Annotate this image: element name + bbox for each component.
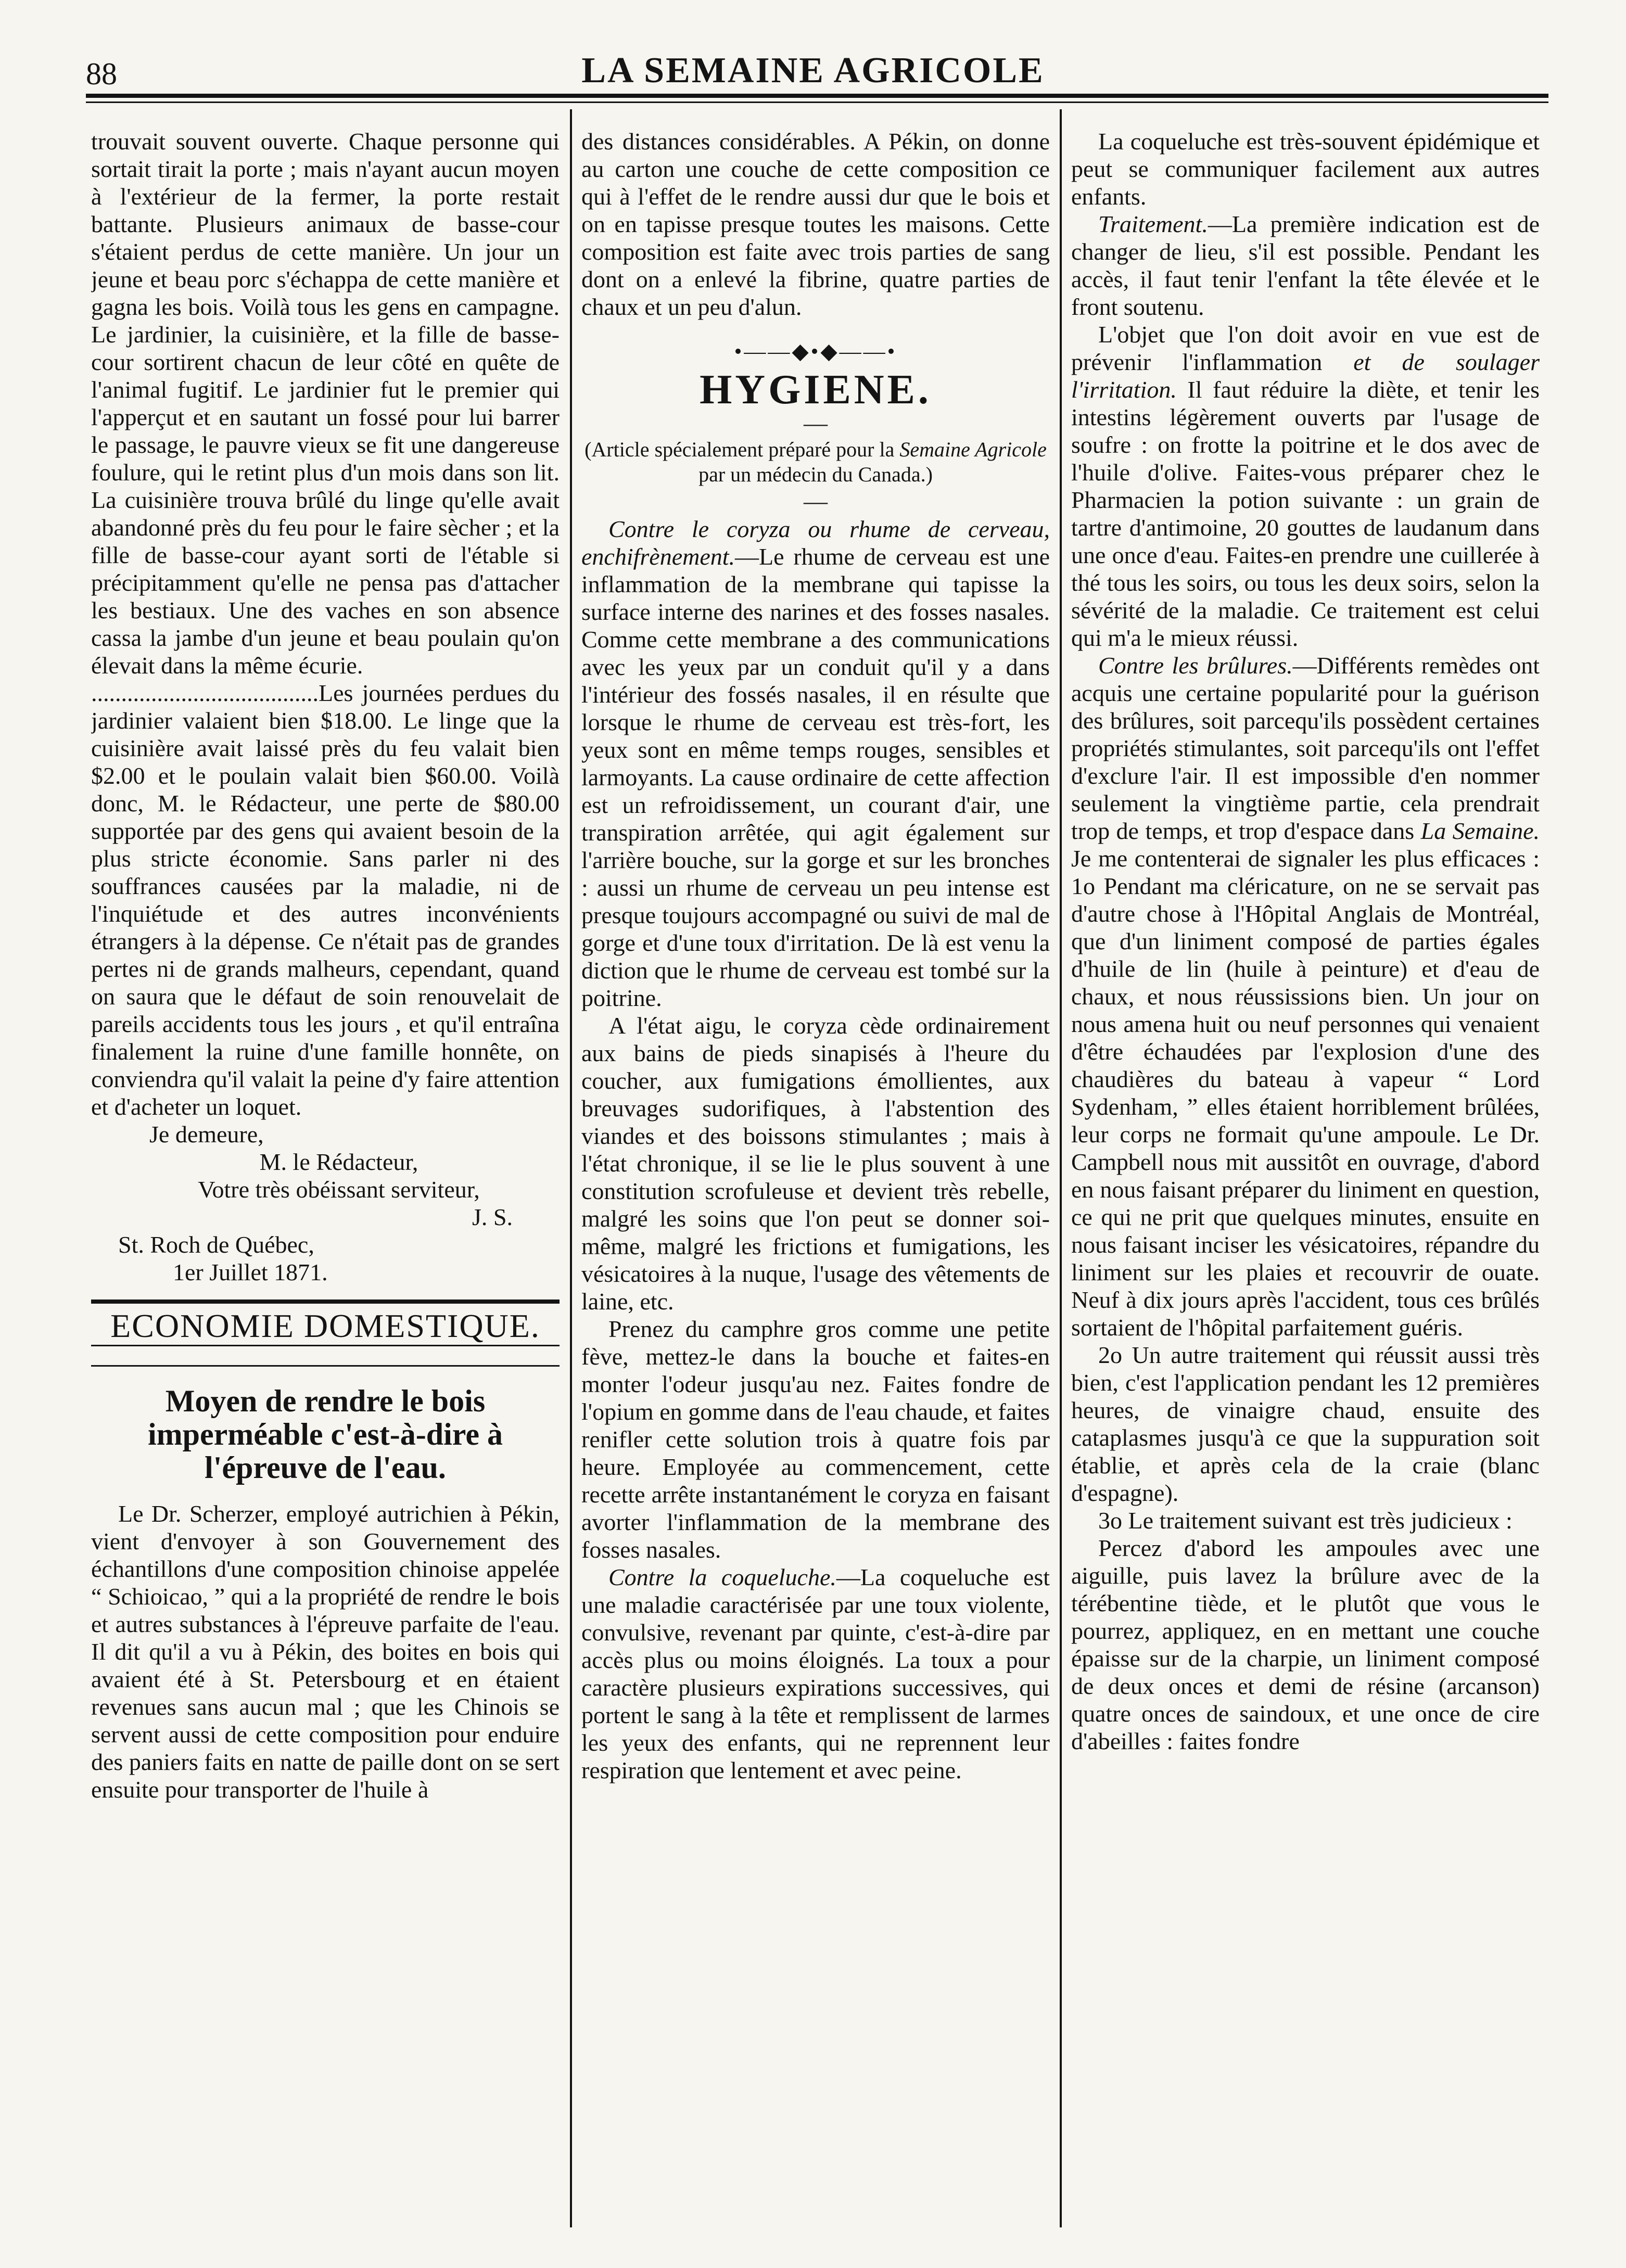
paragraph bbox=[1071, 210, 1540, 321]
paragraph-text: —Différents remèdes ont acquis une certaine popularité pour la guérison des brûlures, soit parcequ'ils possèdent certaines propriétés stimulantes, soit parcequ'ils ont l'effet d'exclure l'air. Il est impossible d'en nommer seulement la vingtième partie, cela prendrait trop de temps, et trop d'espace dans bbox=[1071, 652, 1540, 844]
paragraph bbox=[1071, 652, 1540, 1341]
paragraph: trouvait souvent ouverte. Chaque personne qui sortait tirait la porte ; mais n'ayant aucun moyen à l'extérieur de la fermer, la porte restait battante. Plusieurs animaux de basse-cour s'étaient perdus de cette manière. Un jour un jeune et beau porc s'échappa de cette manière et gagna les bois. Voilà tous les gens en campagne. Le jardinier, la cuisinière, et la fille de basse-cour sortirent chacun de leur côté en quête de l'animal fugitif. Le jardinier fut le premier qui l'apperçut et en sautant un fossé pour lui barrer le passage, le pauvre vieux se fit une dangereuse foulure, qui le retint plus d'un mois dans son lit. La cuisinière trouva brûlé du linge qu'elle avait abandonné près du feu pour le faire sècher ; et la fille de basse-cour ayant sorti de l'étable si précipitamment qu'elle ne pensa pas d'attacher les bestiaux. Une des vaches en son absence cassa la jambe d'un jeune et beau poulain qu'on élevait dans la même écurie. bbox=[91, 128, 560, 679]
dateline-place: St. Roch de Québec, bbox=[118, 1231, 314, 1258]
section-heading-economie: ECONOMIE DOMESTIQUE. bbox=[91, 1299, 560, 1346]
emphasis: La Semaine. bbox=[1420, 818, 1540, 844]
paragraph bbox=[581, 515, 1050, 1012]
subheading: Contre le coryza ou rhume de cerveau, enchifrènement. bbox=[581, 516, 1050, 570]
note-text: par un médecin du Canada.) bbox=[698, 463, 933, 486]
subheading: Contre les brûlures. bbox=[1098, 652, 1293, 679]
paragraph-text: Je me contenterai de signaler les plus efficaces : 1o Pendant ma cléricature, on ne se servait pas d'autre chose à l'Hôpital Anglais de Montréal, que d'un liniment composé de parties égales d'huile de lin (huile à peinture) et d'eau de chaux, et nous réussissions bien. Un jour on nous amena huit ou neuf personnes qui venaient d'être échaudées par l'explosion d'une des chaudières du bateau à vapeur “ Lord Sydenham, ” elles étaient horriblement brûlées, leur corps ne formait qu'une ampoule. Le Dr. Campbell nous mit aussitôt en ouvrage, d'abord en nous faisant préparer du liniment en question, ce qui ne prit que quelques minutes, ensuite en nous faisant inciser les vésicatoires, répandre du liniment sur les plaies et recouvrir de ouate. Neuf à dix jours après l'accident, tous ces brûlés sortaient de l'hôpital parfaitement guéris. bbox=[1071, 845, 1540, 1341]
paragraph bbox=[1071, 321, 1540, 652]
paragraph bbox=[581, 1563, 1050, 1784]
section-heading-hygiene: HYGIENE. bbox=[700, 367, 932, 413]
paragraph: A l'état aigu, le coryza cède ordinairement aux bains de pieds sinapisés à l'heure du coucher, aux fumigations émollientes, aux breuvages sudorifiques, à l'abstention des viandes et des boissons stimulantes ; mais à l'état chronique, il se lie le plus souvent à une constitution scrofuleuse et devient très rebelle, malgré les soins que l'on peut se donner soi-même, malgré les frictions et fumigations, les vésicatoires à la nuque, l'usage des vêtements de laine, etc. bbox=[581, 1012, 1050, 1315]
column-divider-2 bbox=[1060, 109, 1062, 2227]
ornament-divider: •——◆•◆——• bbox=[734, 340, 897, 364]
dateline-date: 1er Juillet 1871. bbox=[173, 1259, 328, 1285]
paragraph-text: Il faut réduire la diète, et tenir les intestins légèrement ouverts par l'usage de soufre : on frotte la poitrine et le dos avec de l'huile d'olive. Faites-vous préparer chez le Pharmacien la potion suivante : un grain de tartre d'antimoine, 20 gouttes de laudanum dans une once d'eau. Faites-en prendre une cuillerée à thé tous les soirs, ou tous les deux soirs, selon la sévérité de la maladie. Ce traitement est celui qui m'a le mieux réussi. bbox=[1071, 376, 1540, 651]
note-text: (Article spécialement préparé pour la bbox=[585, 438, 900, 461]
emphasis: et de soulager l'irritation. bbox=[1071, 349, 1540, 403]
column-2 bbox=[581, 128, 1050, 2235]
paragraph: des distances considérables. A Pékin, on donne au carton une couche de cette composition ce qui à l'effet de le rendre aussi dur que le bois et on en tapisse presque toutes les maisons. Cette composition est faite avec trois parties de sang dont on a enlevé la fibrine, quatre parties de chaux et un peu d'alun. bbox=[581, 128, 1050, 320]
editor-note bbox=[581, 437, 1050, 487]
signature-line: Je demeure, bbox=[149, 1121, 264, 1148]
paragraph-text: —Le rhume de cerveau est une inflammation de la membrane qui tapisse la surface interne des narines et des fosses nasales. Comme cette membrane a des communications avec les yeux par un conduit qu'il y a dans l'intérieur des fossés nasales, il en résulte que lorsque le rhume de cerveau est très-fort, les yeux sont en même temps rouges, sensibles et larmoyants. La cause ordinaire de cette affection est un refroidissement, un courant d'air, une transpiration arrêtée, qui agit également sur l'arrière bouche, sur la gorge et sur les bronches : aussi un rhume de cerveau un peu intense est presque toujours accompagné ou suivi de mal de gorge et d'une toux d'irritation. De là est venu la diction que le rhume de cerveau est tombé sur la poitrine. bbox=[581, 543, 1050, 1011]
article-title: Moyen de rendre le bois imperméable c'est-à-dire à l'épreuve de l'eau. bbox=[91, 1365, 560, 1484]
column-3 bbox=[1071, 128, 1540, 2235]
paragraph: Percez d'abord les ampoules avec une aiguille, puis lavez la brûlure avec de la térébentine tiède, et le plutôt que vous le pourrez, appliquez, en en mettant une couche épaisse sur de la charpie, un liniment composé de deux onces et demi de résine (arcanson) quatre onces de saindoux, et une once de cire d'abeilles : faites fondre bbox=[1071, 1535, 1540, 1754]
paragraph: 2o Un autre traitement qui réussit aussi très bien, c'est l'application pendant les 12 premières heures, de vinaigre chaud, ensuite des cataplasmes jusqu'à ce que la suppuration soit établie, et après cela de la craie (blanc d'espagne). bbox=[1071, 1342, 1540, 1506]
column-divider-1 bbox=[570, 109, 572, 2227]
signature-line: Votre très obéissant serviteur, bbox=[198, 1176, 480, 1203]
signature-initials: J. S. bbox=[472, 1204, 513, 1230]
paragraph: ......................................Les journées perdues du jardinier valaient bien $18.00. Le linge que la cuisinière avait laissé près du feu valait bien $2.00 et le poulain valait bien $60.00. Voilà donc, M. le Rédacteur, une perte de $80.00 supportée par des gens qui avaient besoin de la plus stricte économie. Sans parler ni des souffrances causées par la maladie, ni de l'inquiétude et des autres inconvénients étrangers à la dépense. Ce n'était pas de grandes pertes ni de grands malheurs, cependant, quand on saura que le défaut de soin renouvelait de pareils accidents tous les jours , et qu'il entraîna finalement la ruine d'une famille honnête, on conviendra qu'il valait la peine d'y faire attention et d'acheter un loquet. bbox=[91, 680, 560, 1120]
dash-rule: — bbox=[804, 488, 828, 514]
paragraph-text: —La première indication est de changer de lieu, s'il est possible. Pendant les accès, il faut tenir l'enfant la tête élevée et le front soutenu. bbox=[1071, 211, 1540, 320]
dash-rule: — bbox=[804, 410, 828, 436]
signature-line: M. le Rédacteur, bbox=[259, 1149, 418, 1175]
subheading: Traitement. bbox=[1098, 211, 1208, 237]
header-rule-thick bbox=[86, 94, 1548, 98]
paragraph: La coqueluche est très-souvent épidémique et peut se communiquer facilement aux autres enfants. bbox=[1071, 128, 1540, 210]
paragraph: Le Dr. Scherzer, employé autrichien à Pékin, vient d'envoyer à son Gouvernement des échantillons d'une composition chinoise appelée “ Schioicao, ” qui a la propriété de rendre le bois et autres substances à l'épreuve parfaite de l'eau. Il dit qu'il a vu à Pékin, des boites en bois qui avaient été à St. Petersbourg et en étaient revenues sans aucun mal ; que les Chinois se servent aussi de cette composition pour enduire des paniers faits en natte de paille dont on se sert ensuite pour transporter de l'huile à bbox=[91, 1500, 560, 1803]
paragraph: Prenez du camphre gros comme une petite fève, mettez-le dans la bouche et faites-en monter l'odeur jusqu'au nez. Faites fondre de l'opium en gomme dans de l'eau chaude, et faites renifler cette solution trois à quatre fois par heure. Employée au commencement, cette recette arrête instantanément le coryza en faisant avorter l'inflammation de la membrane des fosses nasales. bbox=[581, 1316, 1050, 1563]
note-publication: Semaine Agricole bbox=[899, 438, 1047, 461]
column-1 bbox=[91, 128, 560, 2235]
page-number: 88 bbox=[86, 57, 117, 91]
subheading: Contre la coqueluche. bbox=[608, 1564, 836, 1590]
masthead-title: LA SEMAINE AGRICOLE bbox=[581, 50, 1045, 91]
paragraph-text: L'objet que l'on doit avoir en vue est de prévenir l'inflammation bbox=[1071, 321, 1540, 375]
paragraph-text: —La coqueluche est une maladie caractérisée par une toux violente, convulsive, revenant par quinte, c'est-à-dire par accès plus ou moins éloignés. La toux a pour caractère plusieurs expirations successives, qui portent le sang à la tête et remplissent de larmes les yeux des enfants, qui ne reprennent leur respiration que lentement et avec peine. bbox=[581, 1564, 1050, 1783]
paragraph: 3o Le traitement suivant est très judicieux : bbox=[1098, 1507, 1513, 1534]
header-rule-thin bbox=[86, 101, 1548, 103]
